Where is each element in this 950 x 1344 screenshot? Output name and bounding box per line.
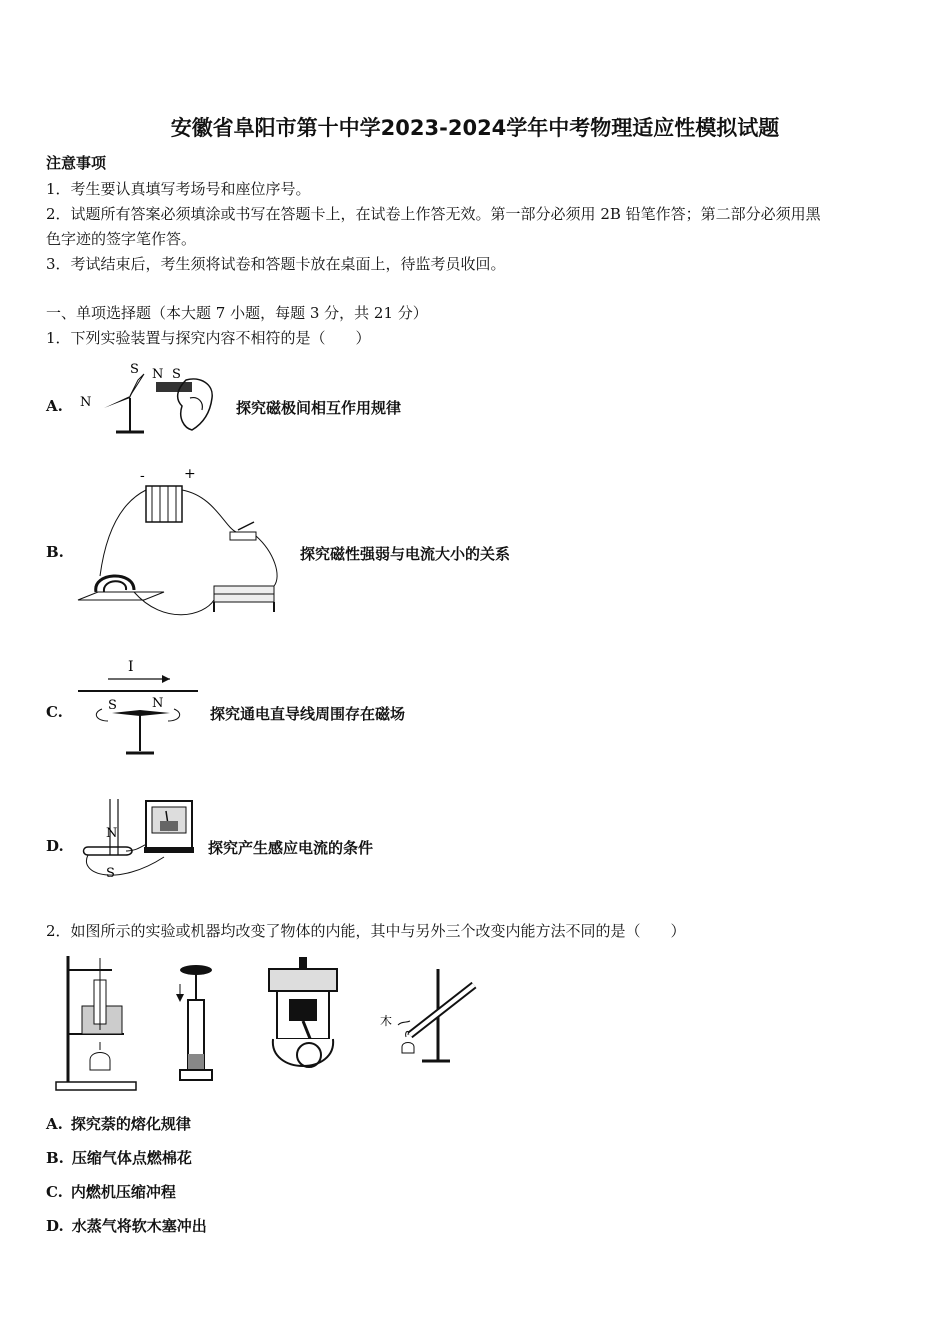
straight-wire-compass-figure	[78, 655, 208, 765]
q1-option-d-label: D.	[46, 837, 64, 855]
q1-option-b-text: 探究磁性强弱与电流大小的关系	[300, 545, 511, 563]
q1-option-a-text: 探究磁极间相互作用规律	[236, 399, 402, 417]
naphthalene-melting-figure	[50, 950, 140, 1095]
engine-compression-figure	[265, 955, 345, 1090]
q2-option-b: B. 压缩气体点燃棉花	[46, 1149, 192, 1167]
fig-current-i: I	[128, 659, 134, 675]
fig-letter-n: N	[80, 395, 92, 410]
fig-letter-s: S	[106, 866, 115, 881]
fig-letter-s: S	[130, 362, 139, 377]
magnet-compass-figure	[74, 358, 234, 443]
question-2-stem: 2．如图所示的实验或机器均改变了物体的内能，其中与另外三个改变内能方法不同的是（ ）	[46, 922, 686, 940]
q2-option-d: D. 水蒸气将软木塞冲出	[46, 1217, 207, 1235]
electromagnet-circuit-figure	[74, 466, 294, 636]
fig-battery-plus: +	[184, 466, 196, 482]
steam-cork-figure	[380, 965, 480, 1070]
notice-heading: 注意事项	[46, 154, 107, 172]
notice-item: 1．考生要认真填写考场号和座位序号。	[46, 180, 311, 198]
q2-option-a: A. 探究萘的熔化规律	[46, 1115, 191, 1133]
compression-igniter-figure	[172, 962, 222, 1087]
q1-option-d-text: 探究产生感应电流的条件	[208, 839, 374, 857]
fig-letter-s: S	[172, 367, 181, 382]
q1-option-b-label: B.	[46, 543, 64, 561]
notice-item: 色字迹的签字笔作答。	[46, 230, 197, 248]
q1-option-a-label: A.	[46, 397, 63, 415]
fig-letter-n: N	[152, 696, 164, 711]
notice-item: 3．考试结束后，考生须将试卷和答题卡放在桌面上，待监考员收回。	[46, 255, 506, 273]
fig-letter-n: N	[152, 367, 164, 382]
notice-item: 2．试题所有答案必须填涂或书写在答题卡上，在试卷上作答无效。第一部分必须用 2B 铅笔作答；第二部分必须用黑	[46, 205, 821, 223]
fig-letter-s: S	[108, 698, 117, 713]
q1-option-c-text: 探究通电直导线周围存在磁场	[210, 705, 406, 723]
induction-galvanometer-figure	[78, 795, 208, 885]
fig-letter-n: N	[106, 826, 118, 841]
section-heading: 一、单项选择题（本大题 7 小题，每题 3 分，共 21 分）	[46, 304, 428, 322]
fig-battery-minus: -	[140, 468, 145, 484]
question-1-stem: 1．下列实验装置与探究内容不相符的是（ ）	[46, 329, 371, 347]
page-title: 安徽省阜阳市第十中学2023-2024学年中考物理适应性模拟试题	[170, 116, 780, 140]
fig-cork-label: 木	[380, 1014, 393, 1028]
q1-option-c-label: C.	[46, 703, 63, 721]
q2-option-c: C. 内燃机压缩冲程	[46, 1183, 176, 1201]
